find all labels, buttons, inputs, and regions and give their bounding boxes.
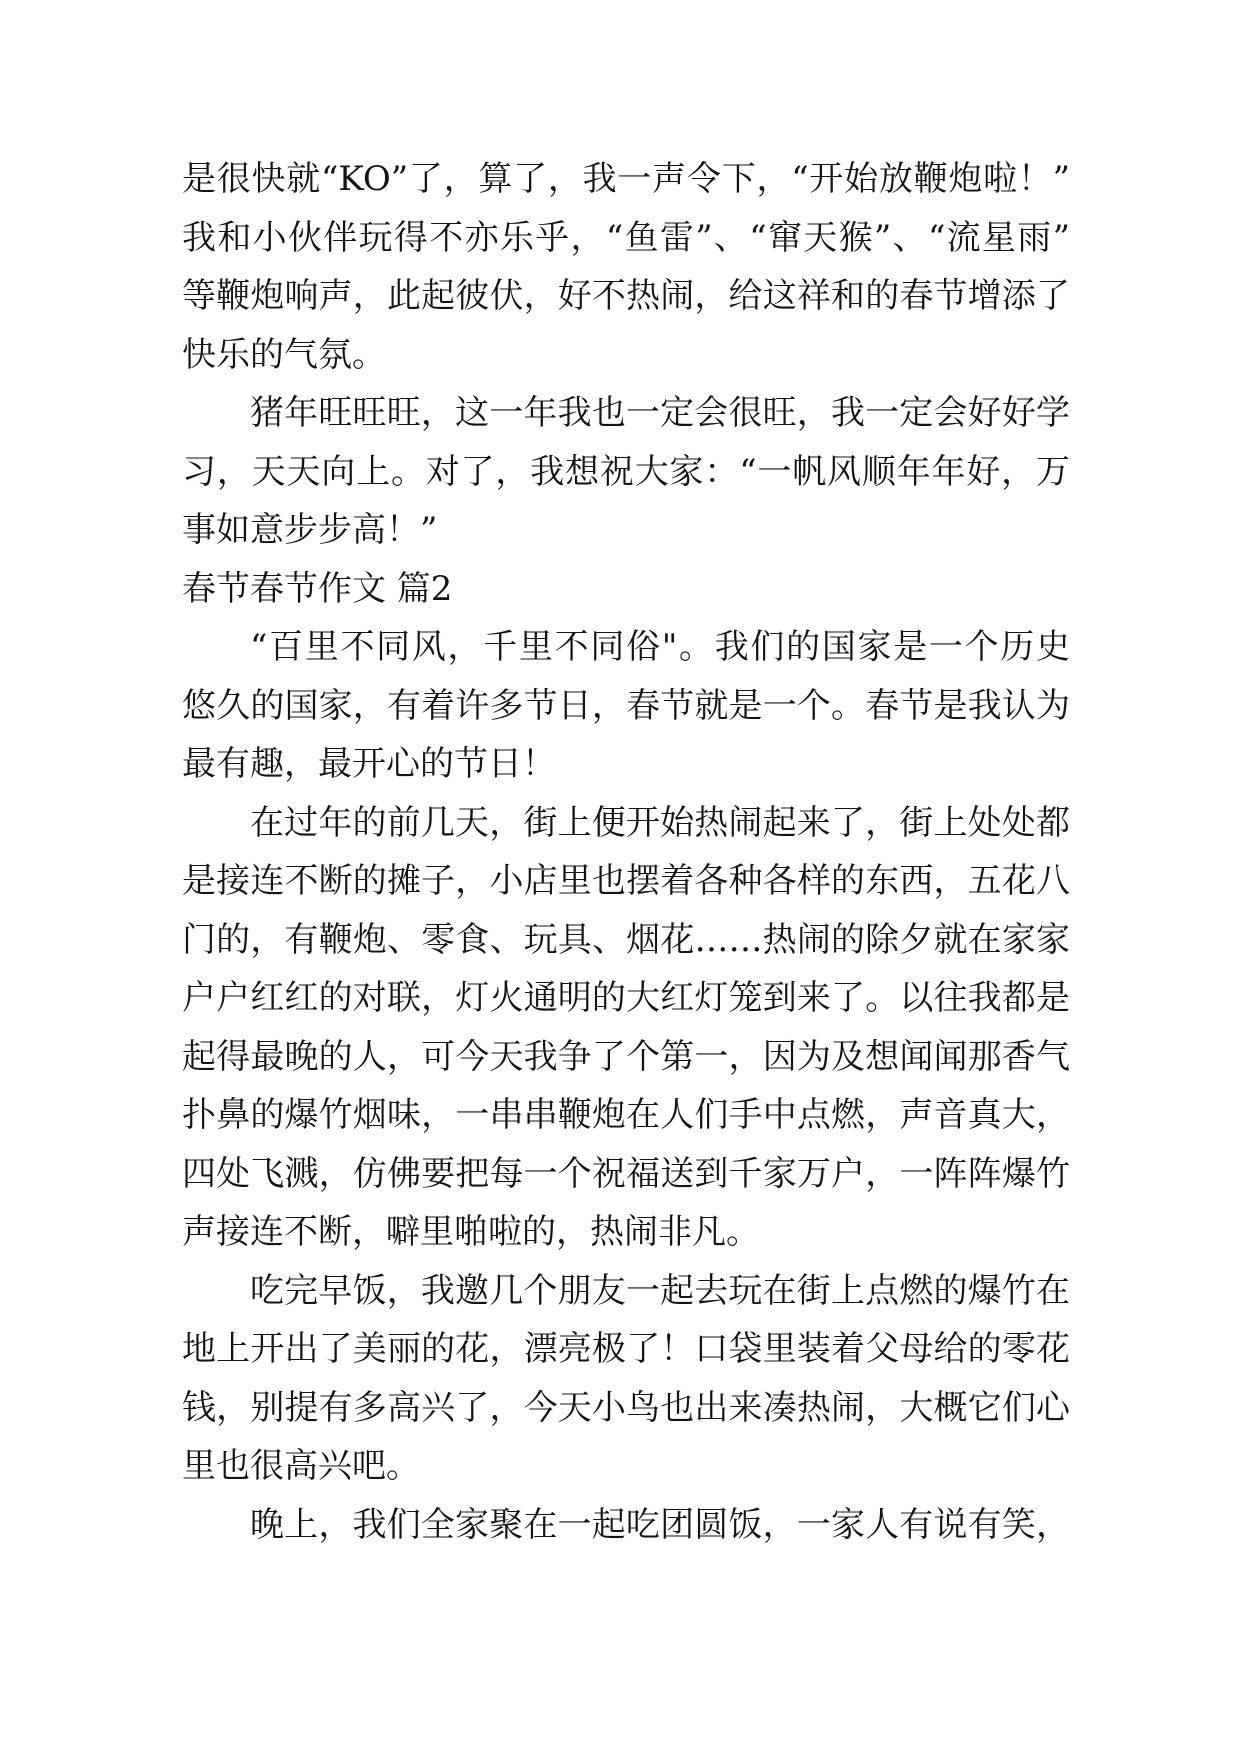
text-line [182, 501, 1070, 560]
text-line-content: 钱，别提有多高兴了，今天小鸟也出来凑热闹，大概它们心 [182, 1387, 1070, 1428]
text-line [182, 735, 1070, 794]
text-line-content: 里也很高兴吧。 [182, 1446, 420, 1486]
text-line [182, 1145, 1070, 1204]
text-line-content: 晚上，我们全家聚在一起吃团圆饭，一家人有说有笑， [250, 1504, 1070, 1545]
text-line [182, 1379, 1070, 1438]
text-line-content: 地上开出了美丽的花，漂亮极了！口袋里装着父母给的零花 [182, 1329, 1070, 1369]
text-line [182, 1437, 1070, 1496]
text-line-content: 事如意步步高！” [182, 510, 438, 550]
text-line-content: 习，天天向上。对了，我想祝大家：“一帆风顺年年好，万 [182, 451, 1070, 492]
text-line-content: 门的，有鞭炮、零食、玩具、烟花……热闹的除夕就在家家 [182, 919, 1070, 960]
text-line [182, 852, 1070, 911]
text-line [182, 911, 1070, 970]
text-line [182, 1262, 1070, 1321]
text-line [182, 1028, 1070, 1087]
text-line-content: 快乐的气氛。 [182, 334, 386, 375]
text-line [182, 1496, 1070, 1555]
text-line-content: 户户红红的对联，灯火通明的大红灯笼到来了。以往我都是 [182, 978, 1070, 1018]
text-line-content: 春节春节作文 篇2 [182, 568, 453, 609]
text-line-content: 悠久的国家，有着许多节日，春节就是一个。春节是我认为 [182, 685, 1070, 726]
text-line-content: 最有趣，最开心的节日！ [182, 744, 556, 784]
text-line [182, 618, 1070, 677]
text-line-content: 扑鼻的爆竹烟味，一串串鞭炮在人们手中点燃，声音真大， [182, 1095, 1070, 1135]
document-body [182, 150, 1070, 1554]
text-line [182, 677, 1070, 736]
text-line-content: 四处飞溅，仿佛要把每一个祝福送到千家万户，一阵阵爆竹 [182, 1153, 1070, 1194]
text-line-content: 起得最晚的人，可今天我争了个第一，因为及想闻闻那香气 [182, 1036, 1070, 1077]
text-line [182, 384, 1070, 443]
text-line-content: 吃完早饭，我邀几个朋友一起去玩在街上点燃的爆竹在 [250, 1270, 1070, 1311]
text-line [182, 267, 1070, 326]
text-line-content: 我和小伙伴玩得不亦乐乎，“鱼雷”、“窜天猴”、“流星雨” [182, 217, 1070, 258]
text-line-content: 是很快就“KO”了，算了，我一声令下，“开始放鞭炮啦！” [182, 159, 1070, 199]
text-line-content: 等鞭炮响声，此起彼伏，好不热闹，给这祥和的春节增添了 [182, 276, 1070, 316]
text-line [182, 794, 1070, 853]
text-line-content: “百里不同风，千里不同俗"。我们的国家是一个历史 [250, 627, 1070, 667]
text-line [182, 1203, 1070, 1262]
text-line-content: 声接连不断，噼里啪啦的，热闹非凡。 [182, 1212, 760, 1252]
text-line [182, 1320, 1070, 1379]
text-line-content: 猪年旺旺旺，这一年我也一定会很旺，我一定会好好学 [250, 393, 1070, 433]
text-line [182, 443, 1070, 502]
text-line-content: 在过年的前几天，街上便开始热闹起来了，街上处处都 [250, 802, 1070, 843]
text-line [182, 209, 1070, 268]
text-line [182, 1086, 1070, 1145]
text-line [182, 326, 1070, 385]
section-heading [182, 560, 1070, 619]
text-line-content: 是接连不断的摊子，小店里也摆着各种各样的东西，五花八 [182, 861, 1070, 901]
text-line [182, 150, 1070, 209]
text-line [182, 969, 1070, 1028]
